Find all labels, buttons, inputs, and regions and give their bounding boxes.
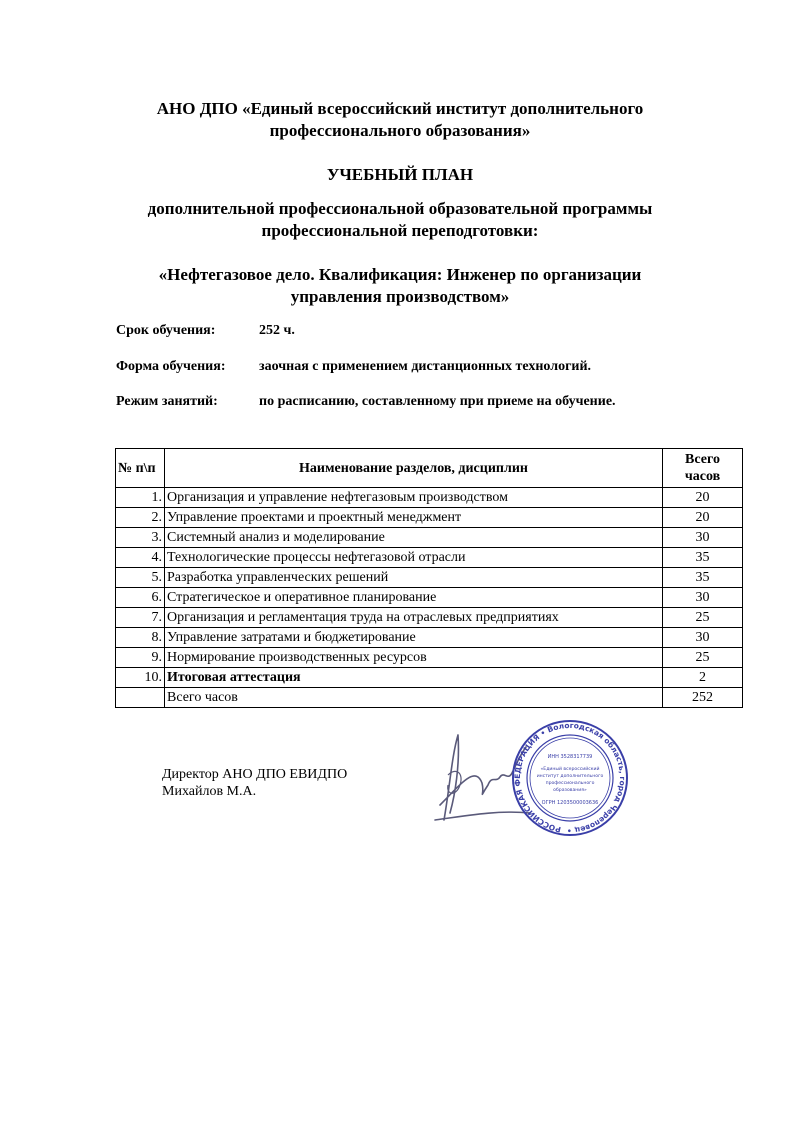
row-name: Итоговая аттестация [165,668,663,688]
row-name: Управление проектами и проектный менеджмент [165,508,663,528]
term-value: 252 ч. [259,323,295,338]
table-row [116,568,743,588]
stamp-ogrn: ОГРН 1203500003636 [541,800,599,806]
organization-title [0,98,800,142]
table-row [116,488,743,508]
document-subtitle [0,198,800,242]
info-row-form [116,359,592,375]
row-name: Технологические процессы нефтегазовой отрасли [165,548,663,568]
row-num: 9. [116,648,165,668]
row-hours: 30 [663,628,743,648]
term-label: Срок обучения: [116,323,216,338]
row-hours: 25 [663,648,743,668]
subtitle-line1: дополнительной профессиональной образовательной программы [147,199,653,218]
row-num: 4. [116,548,165,568]
table-row [116,608,743,628]
svg-text:профессионального: профессионального [545,781,595,786]
org-title-line2: профессионального образования» [269,121,531,140]
row-num: 6. [116,588,165,608]
row-name: Управление затратами и бюджетирование [165,628,663,648]
total-num [116,688,165,708]
row-num: 10. [116,668,165,688]
row-name: Организация и регламентация труда на отраслевых предприятиях [165,608,663,628]
row-hours: 25 [663,608,743,628]
row-num: 8. [116,628,165,648]
row-hours: 20 [663,508,743,528]
table-row [116,588,743,608]
table-row [116,528,743,548]
table-row [116,648,743,668]
row-num: 5. [116,568,165,588]
header-num: № п\п [116,449,165,488]
program-name [0,264,800,308]
svg-text:«Единый всероссийский: «Единый всероссийский [540,767,600,772]
header-name: Наименование разделов, дисциплин [165,449,663,488]
stamp-outer-text: РОССИЙСКАЯ ФЕДЕРАЦИЯ • Вологодская область, город Череповец • [512,720,628,836]
header-hours-line1: Всего [685,452,720,467]
program-name-line2: управления производством» [290,287,510,306]
director-name: Михайлов М.А. [162,784,257,799]
row-hours: 30 [663,588,743,608]
director-title: Директор АНО ДПО ЕВИДПО [162,767,348,782]
row-name: Системный анализ и моделирование [165,528,663,548]
row-name: Нормирование производственных ресурсов [165,648,663,668]
form-value: заочная с применением дистанционных технологий. [259,359,592,374]
row-num: 3. [116,528,165,548]
table-total-row [116,688,743,708]
svg-text:институт дополнительного: институт дополнительного [536,774,604,779]
row-hours: 20 [663,488,743,508]
info-row-mode [116,394,616,410]
row-name: Разработка управленческих решений [165,568,663,588]
row-hours: 35 [663,548,743,568]
program-name-line1: «Нефтегазовое дело. Квалификация: Инженер по организации [158,265,642,284]
director-block [162,766,347,800]
subtitle-line2: профессиональной переподготовки: [261,221,539,240]
header-hours-line2: часов [684,469,721,484]
row-num: 1. [116,488,165,508]
total-label: Всего часов [165,688,663,708]
header-hours [663,449,743,488]
row-hours: 35 [663,568,743,588]
table-header-row [116,449,743,488]
row-name: Организация и управление нефтегазовым производством [165,488,663,508]
table-row [116,548,743,568]
row-num: 2. [116,508,165,528]
mode-value: по расписанию, составленному при приеме на обучение. [259,394,616,409]
row-hours: 30 [663,528,743,548]
table-row [116,508,743,528]
table-row [116,628,743,648]
row-name: Стратегическое и оперативное планирование [165,588,663,608]
svg-text:образования»: образования» [553,788,587,793]
row-num: 7. [116,608,165,628]
form-label: Форма обучения: [116,359,226,374]
info-row-term [116,323,295,339]
stamp-inn: ИНН 3528317739 [547,754,593,760]
seal-stamp [510,718,630,838]
mode-label: Режим занятий: [116,394,218,409]
org-title-line1: АНО ДПО «Единый всероссийский институт дополнительного [156,99,644,118]
document-title: УЧЕБНЫЙ ПЛАН [326,165,474,184]
curriculum-table [115,448,743,708]
table-row-final-attestation [116,668,743,688]
total-hours: 252 [663,688,743,708]
row-hours: 2 [663,668,743,688]
